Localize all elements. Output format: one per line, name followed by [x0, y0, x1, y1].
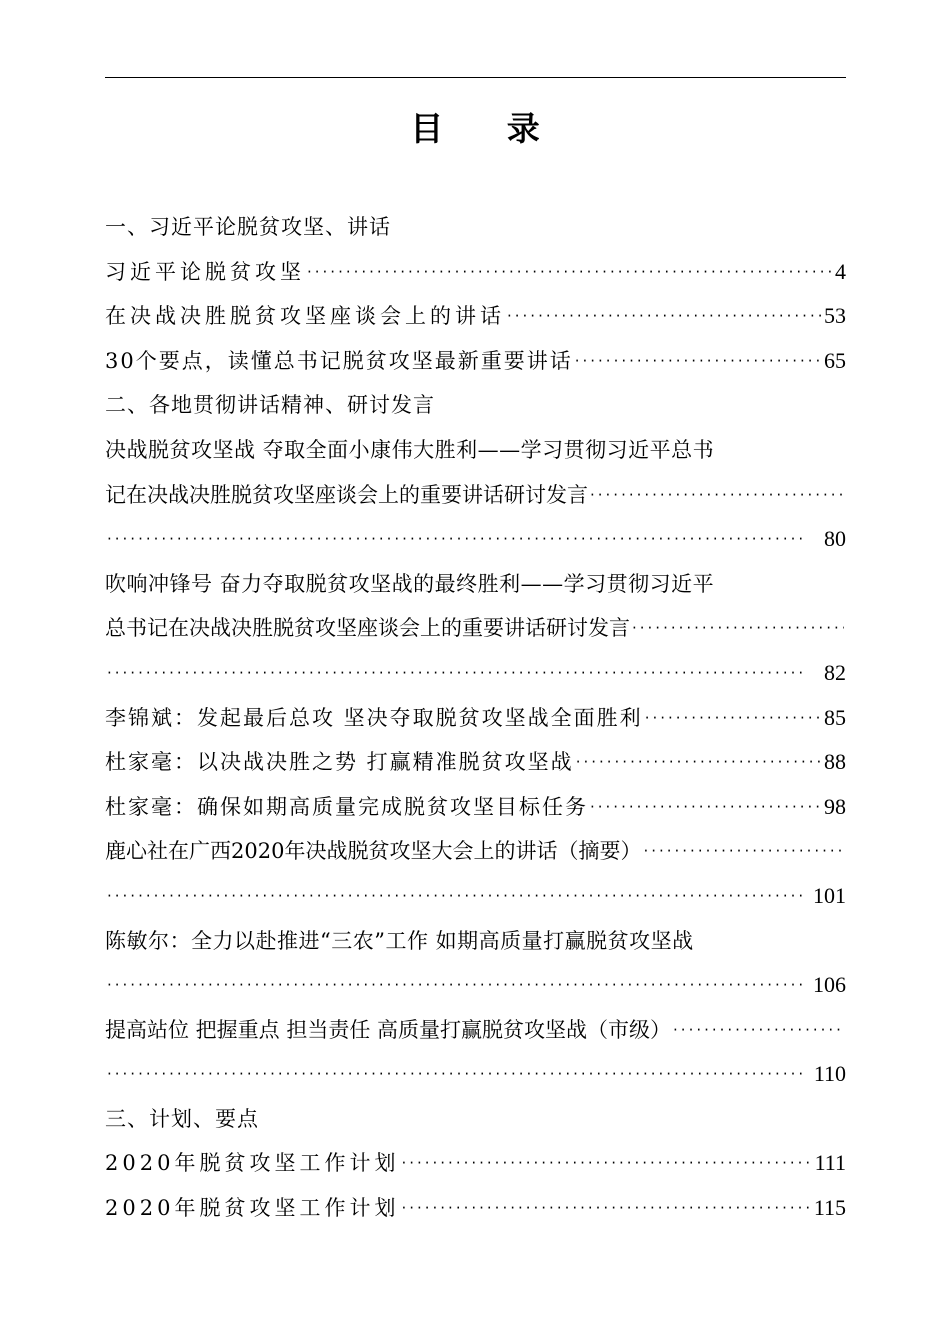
toc-section-2: 二、各地贯彻讲话精神、研讨发言	[105, 393, 435, 418]
toc-entry-page-line[interactable]	[105, 963, 846, 1008]
toc-entry-title: 鹿心社在广西2020年决战脱贫攻坚大会上的讲话（摘要）	[105, 839, 642, 864]
toc-leader-dots	[632, 606, 844, 651]
toc-entry[interactable]	[105, 740, 846, 785]
toc-leader-dots	[401, 1186, 811, 1231]
toc-leader-dots	[645, 696, 822, 741]
toc-entry[interactable]	[105, 785, 846, 830]
toc-entry-page: 65	[824, 347, 846, 373]
toc-entry-title: 总书记在决战决胜脱贫攻坚座谈会上的重要讲话研讨发言	[105, 616, 630, 641]
toc-leader-dots	[590, 473, 844, 518]
toc-entry[interactable]	[105, 1186, 846, 1231]
toc-leader-dots	[107, 651, 822, 696]
header-rule	[105, 77, 846, 78]
toc-entry-page: 80	[824, 526, 846, 552]
toc-entry-title: 习近平论脱贫攻坚	[105, 259, 305, 284]
toc-entry-page: 106	[813, 972, 846, 998]
toc-entry-page-line[interactable]	[105, 517, 846, 562]
toc-entry-page: 111	[814, 1150, 846, 1176]
toc-entry-page: 53	[824, 303, 846, 329]
toc-entry-line1[interactable]: 陈敏尔：全力以赴推进“三农”工作 如期高质量打赢脱贫攻坚战	[105, 928, 694, 953]
toc-leader-dots	[590, 785, 822, 830]
toc-entry-title: 2020年脱贫攻坚工作计划	[105, 1196, 400, 1221]
toc-entry-line1[interactable]	[105, 829, 846, 874]
toc-entry-page: 82	[824, 659, 846, 685]
toc-entry-title: 提高站位 把握重点 担当责任 高质量打赢脱贫攻坚战（市级）	[105, 1017, 672, 1042]
toc-entry[interactable]	[105, 294, 846, 339]
toc-leader-dots	[575, 339, 822, 384]
toc-entry-line1[interactable]: 吹响冲锋号 奋力夺取脱贫攻坚战的最终胜利——学习贯彻习近平	[105, 571, 715, 596]
toc-leader-dots	[673, 1008, 844, 1053]
toc-leader-dots	[576, 740, 822, 785]
toc-leader-dots	[307, 250, 833, 295]
toc-entry-line2[interactable]	[105, 606, 846, 651]
toc-entry-page: 110	[813, 1061, 846, 1087]
toc-entry-line1[interactable]	[105, 1008, 846, 1053]
toc-leader-dots	[107, 1052, 812, 1097]
toc-entry[interactable]	[105, 250, 846, 295]
toc-entry-page: 85	[824, 704, 846, 730]
toc-entry-page: 4	[835, 258, 846, 284]
toc-entry-title: 杜家毫：以决战决胜之势 打赢精准脱贫攻坚战	[105, 750, 574, 775]
toc-section-1: 一、习近平论脱贫攻坚、讲话	[105, 215, 391, 239]
toc-entry-title: 在决战决胜脱贫攻坚座谈会上的讲话	[105, 304, 505, 329]
toc-leader-dots	[401, 1141, 812, 1186]
table-of-contents	[105, 205, 846, 1231]
toc-entry-line2[interactable]	[105, 473, 846, 518]
toc-leader-dots	[107, 963, 811, 1008]
toc-entry[interactable]	[105, 1141, 846, 1186]
toc-entry-page: 115	[813, 1195, 846, 1221]
toc-entry-title: 30个要点，读懂总书记脱贫攻坚最新重要讲话	[105, 348, 573, 373]
toc-entry-title: 记在决战决胜脱贫攻坚座谈会上的重要讲话研讨发言	[105, 482, 588, 507]
toc-leader-dots	[107, 517, 822, 562]
toc-entry-title: 2020年脱贫攻坚工作计划	[105, 1151, 400, 1176]
toc-entry-title: 杜家毫：确保如期高质量完成脱贫攻坚目标任务	[105, 794, 588, 819]
toc-entry-page-line[interactable]	[105, 874, 846, 919]
toc-entry-page-line[interactable]	[105, 651, 846, 696]
toc-entry-page: 88	[824, 749, 846, 775]
toc-section-3: 三、计划、要点	[105, 1106, 259, 1131]
toc-leader-dots	[507, 294, 822, 339]
toc-entry-page: 98	[824, 793, 846, 819]
toc-entry[interactable]	[105, 696, 846, 741]
toc-entry-title: 李锦斌：发起最后总攻 坚决夺取脱贫攻坚战全面胜利	[105, 705, 643, 730]
toc-entry[interactable]	[105, 339, 846, 384]
toc-leader-dots	[643, 829, 844, 874]
page-title: 目 录	[410, 109, 566, 148]
toc-entry-page: 101	[813, 882, 846, 908]
toc-leader-dots	[107, 874, 811, 919]
toc-entry-page-line[interactable]	[105, 1052, 846, 1097]
toc-entry-line1[interactable]: 决战脱贫攻坚战 夺取全面小康伟大胜利——学习贯彻习近平总书	[105, 437, 715, 462]
